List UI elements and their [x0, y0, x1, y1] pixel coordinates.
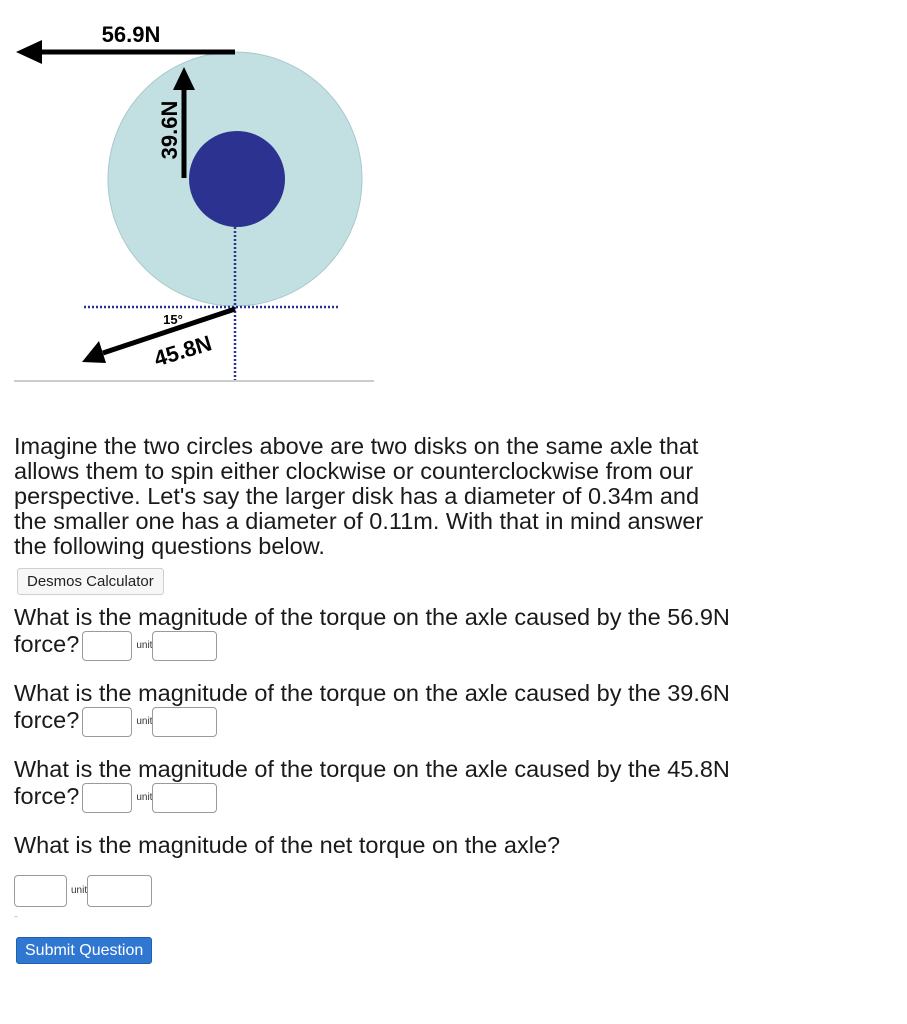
force-angled-label: 45.8N: [151, 330, 215, 372]
unit-input[interactable]: [152, 707, 217, 737]
unit-label: unit: [136, 792, 153, 803]
divider: [14, 916, 18, 917]
small-disk: [189, 131, 285, 227]
force-top-label: 56.9N: [101, 22, 161, 47]
question-1: [14, 604, 754, 661]
force-vertical-label: 39.6N: [157, 100, 182, 160]
question-text: What is the magnitude of the torque on the axle caused by the 45.8N force?: [14, 756, 730, 810]
unit-label: unit: [136, 716, 153, 727]
torque-diagram: [0, 0, 400, 400]
unit-label: unit: [71, 885, 88, 896]
submit-question-button[interactable]: Submit Question: [16, 937, 152, 964]
unit-input[interactable]: [152, 783, 217, 813]
answer-input[interactable]: [82, 783, 132, 813]
net-torque-answer-row: [14, 875, 152, 907]
desmos-calculator-button[interactable]: Desmos Calculator: [17, 568, 164, 595]
question-2: [14, 680, 754, 737]
unit-input[interactable]: [152, 631, 217, 661]
net-answer-input[interactable]: [14, 875, 67, 907]
question-3: [14, 756, 754, 813]
problem-prompt: Imagine the two circles above are two disks on the same axle that allows them to spin either clockwise or counterclockwise from our perspective. Let's say the larger disk has a diameter of 0.34m and the smaller one has a diameter of 0.11m. With that in mind answer the following questions below.: [14, 433, 704, 559]
answer-input[interactable]: [82, 707, 132, 737]
net-unit-input[interactable]: [87, 875, 152, 907]
question-text: What is the magnitude of the net torque on the axle?: [14, 832, 561, 858]
angle-label: 15°: [163, 312, 183, 327]
unit-label: unit: [136, 640, 153, 651]
answer-input[interactable]: [82, 631, 132, 661]
question-4: [14, 832, 754, 859]
question-text: What is the magnitude of the torque on the axle caused by the 39.6N force?: [14, 680, 730, 734]
question-text: What is the magnitude of the torque on the axle caused by the 56.9N force?: [14, 604, 730, 658]
